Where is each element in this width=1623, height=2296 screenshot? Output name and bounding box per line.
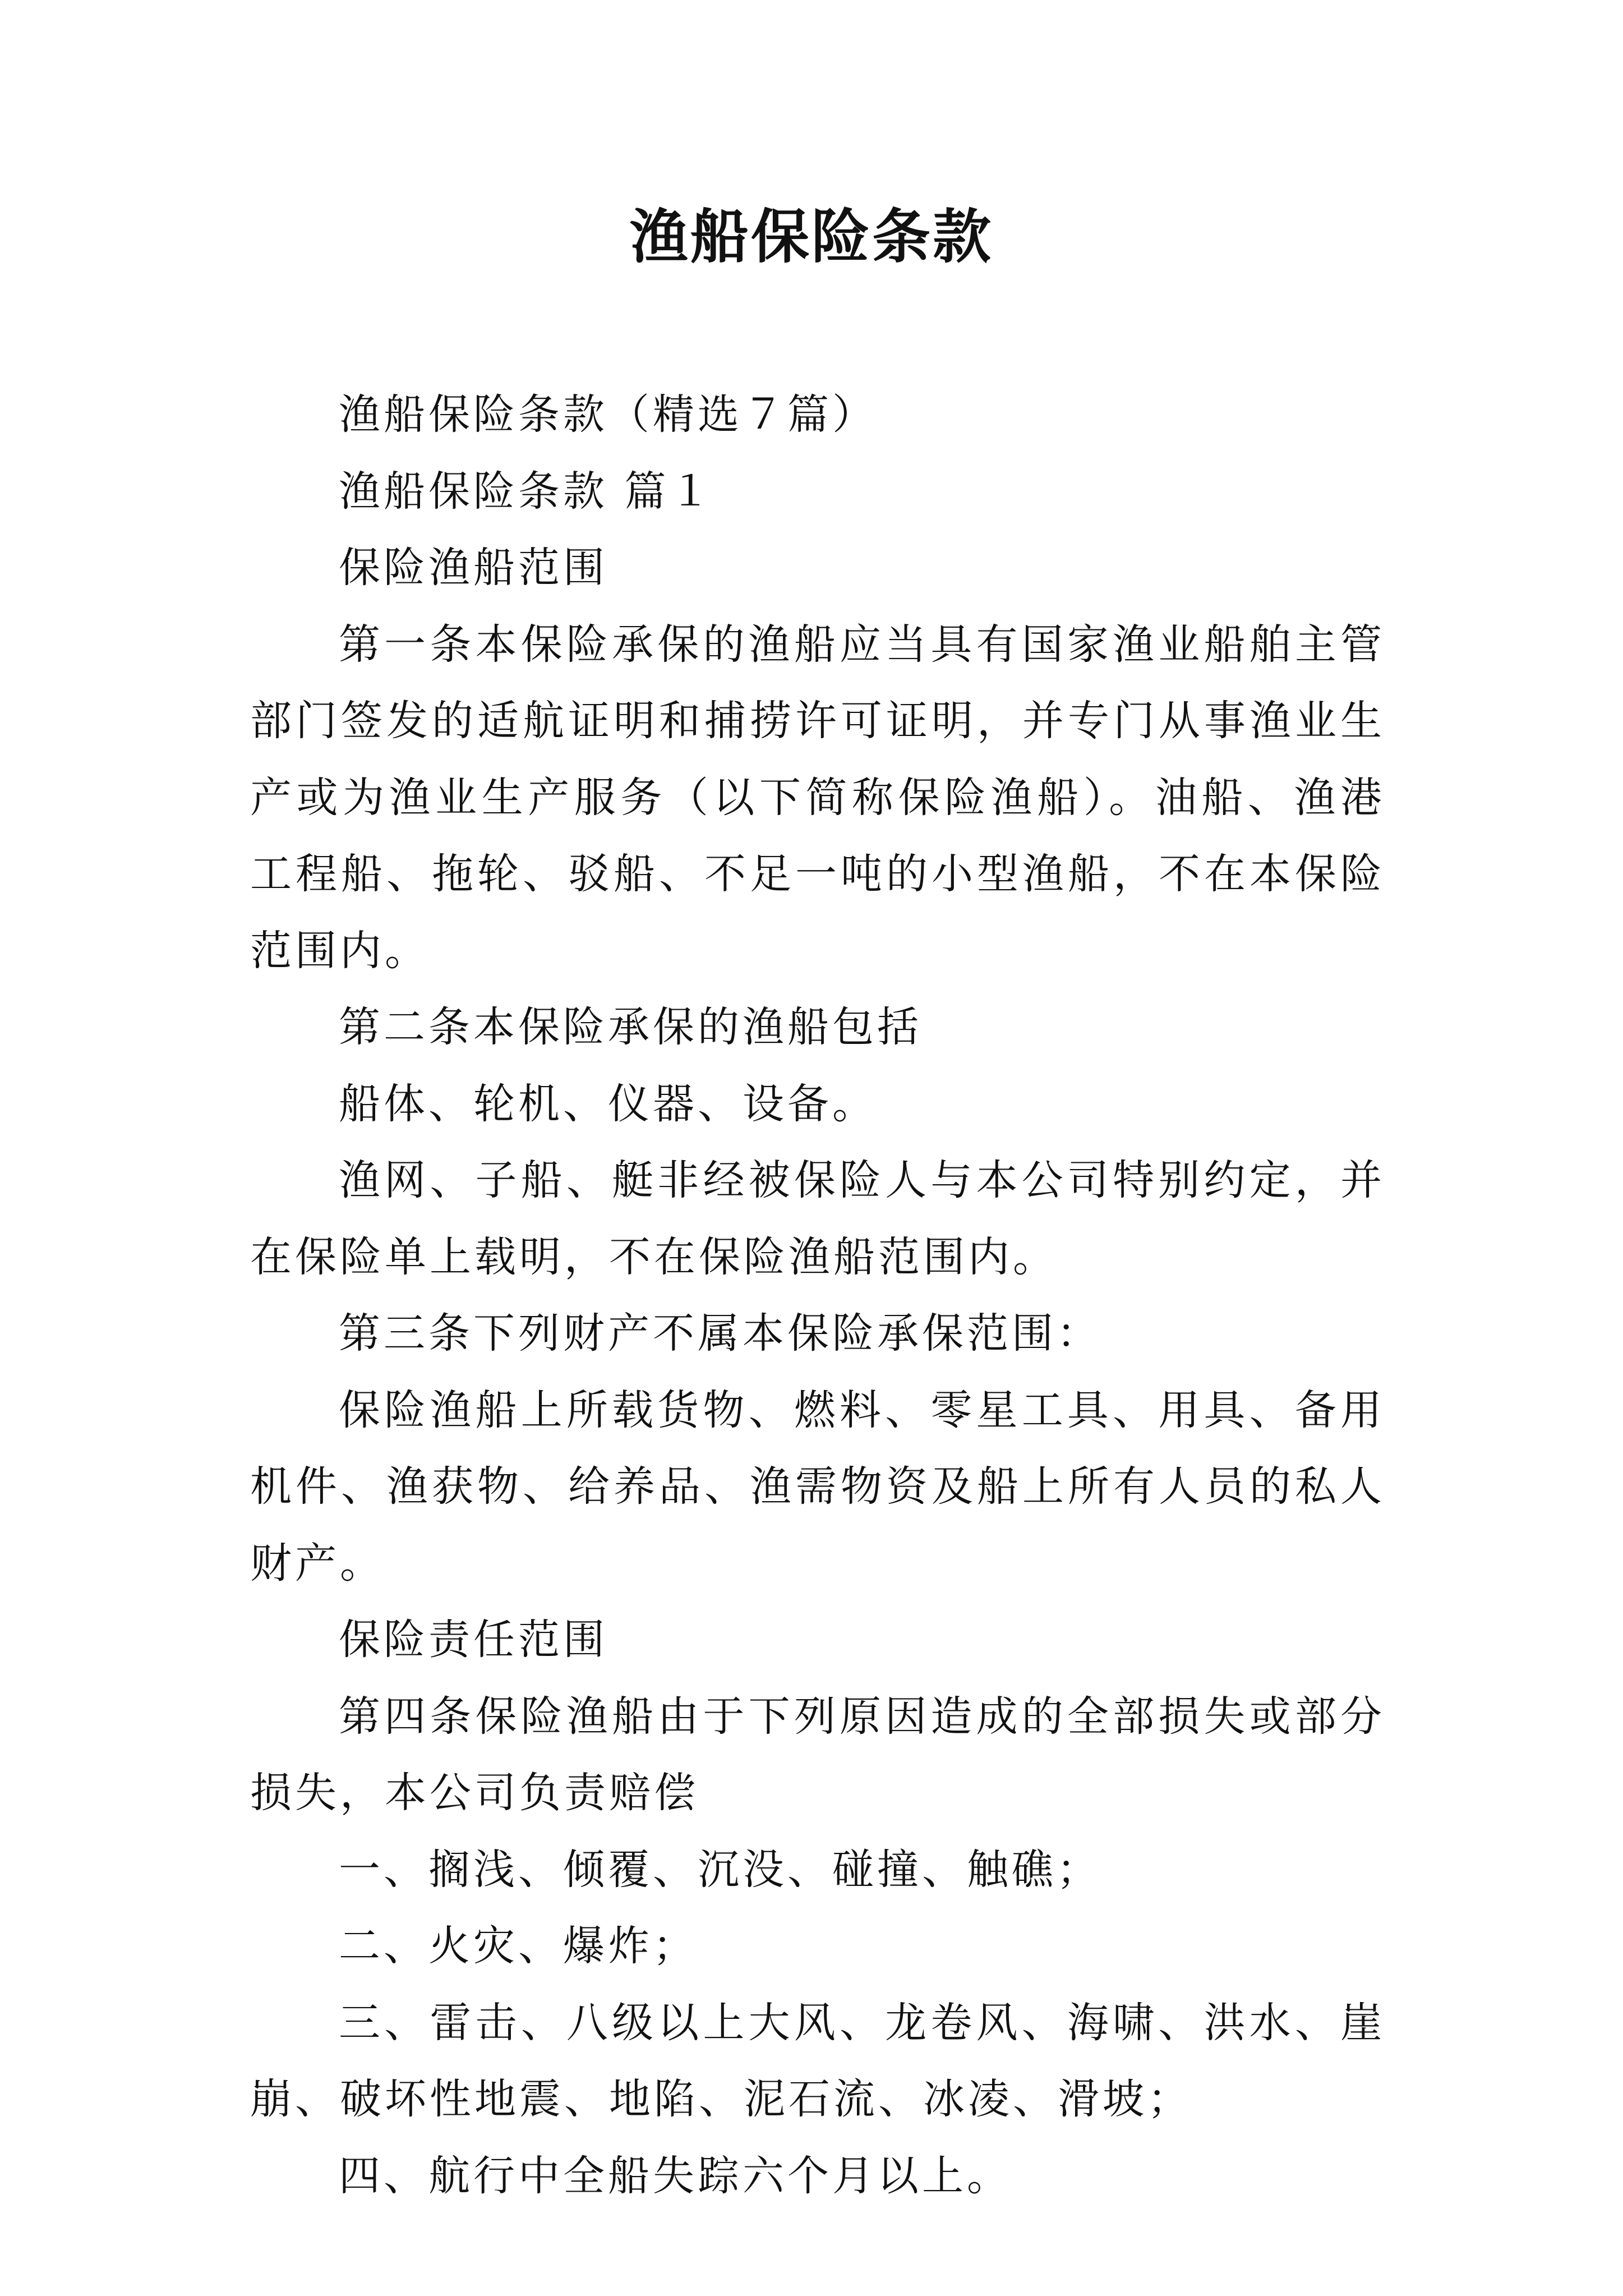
- paragraph-section-heading: 渔船保险条款 篇１: [339, 467, 714, 516]
- paragraph-article-3: 第三条下列财产不属本保险承保范围：: [339, 1309, 1101, 1358]
- paragraph-article-4: 第四条保险渔船由于下列原因造成的全部损失或部分损失，本公司负责赔偿: [250, 1692, 1385, 1817]
- paragraph-item-3: 三、雷击、八级以上大风、龙卷风、海啸、洪水、崖崩、破坏性地震、地陷、泥石流、冰凌、滑坡；: [250, 1998, 1385, 2123]
- paragraph-item-1: 一、搁浅、倾覆、沉没、碰撞、触礁；: [339, 1845, 1101, 1894]
- paragraph-article-2-note: 渔网、子船、艇非经被保险人与本公司特别约定，并在保险单上载明，不在保险渔船范围内。: [250, 1156, 1385, 1281]
- paragraph-subtitle: 渔船保险条款（精选７篇）: [339, 390, 877, 439]
- paragraph-heading-liability: 保险责任范围: [339, 1616, 608, 1664]
- paragraph-heading-scope: 保险渔船范围: [339, 544, 608, 592]
- document-title: 渔船保险条款: [629, 203, 993, 271]
- paragraph-article-3-items: 保险渔船上所载货物、燃料、零星工具、用具、备用机件、渔获物、给养品、渔需物资及船上所有人员的私人财产。: [250, 1386, 1385, 1588]
- paragraph-article-2: 第二条本保险承保的渔船包括: [339, 1003, 922, 1051]
- paragraph-item-4: 四、航行中全船失踪六个月以上。: [339, 2151, 1012, 2200]
- paragraph-article-1: 第一条本保险承保的渔船应当具有国家渔业船舶主管部门签发的适航证明和捕捞许可证明，并专门从事渔业生产或为渔业生产服务（以下简称保险渔船）。油船、渔港工程船、拖轮、驳船、不足一吨的小型渔船，不在本保险范围内。: [250, 620, 1385, 975]
- document-body: [250, 376, 1385, 2214]
- paragraph-article-2-items: 船体、轮机、仪器、设备。: [339, 1079, 877, 1128]
- paragraph-item-2: 二、火灾、爆炸；: [339, 1922, 698, 1970]
